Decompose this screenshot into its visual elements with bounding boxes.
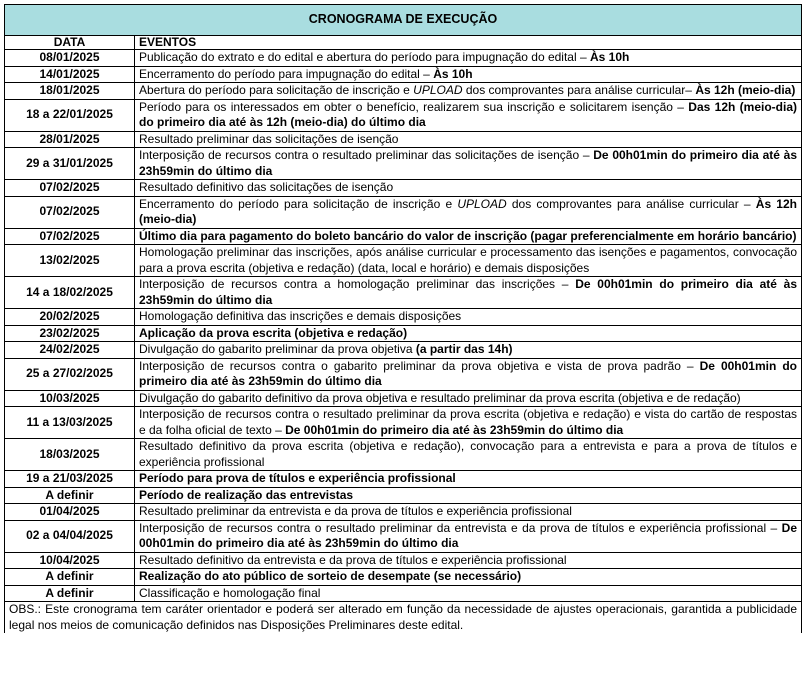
event-description: [135, 504, 802, 521]
event-date: 23/02/2025: [5, 325, 135, 342]
event-description: [135, 245, 802, 277]
event-text-part: De 00h01min do primeiro dia até às 23h59min do último dia: [139, 277, 797, 307]
table-row: [5, 245, 802, 277]
table-row: [5, 342, 802, 359]
event-date: 18 a 22/01/2025: [5, 99, 135, 131]
event-text-part: Homologação definitiva das inscrições e demais disposições: [139, 309, 462, 323]
event-date: A definir: [5, 487, 135, 504]
table-row: [5, 50, 802, 67]
event-description: [135, 180, 802, 197]
observation-note: OBS.: Este cronograma tem caráter orientador e poderá ser alterado em função da necessidade de ajustes operacionais, garantida a publicidade legal nos meios de comunicação definidos nas Disposições Preliminares deste edital.: [5, 602, 802, 634]
event-description: [135, 471, 802, 488]
event-text-part: dos comprovantes para análise curricular –: [506, 196, 756, 211]
event-date: 14 a 18/02/2025: [5, 277, 135, 309]
table-row: [5, 131, 802, 148]
event-text-part: Divulgação do gabarito preliminar da prova objetiva: [139, 342, 416, 356]
event-text-part: Resultado definitivo da prova escrita (objetiva e redação), convocação para a entrevista e para a prova de títulos e experiência profissional: [139, 439, 797, 469]
event-date: 11 a 13/03/2025: [5, 407, 135, 439]
event-description: [135, 552, 802, 569]
event-text-part: Abertura do período para solicitação de inscrição e: [139, 83, 414, 97]
event-description: [135, 407, 802, 439]
event-date: 13/02/2025: [5, 245, 135, 277]
column-header-date: DATA: [5, 36, 135, 50]
event-date: 10/03/2025: [5, 390, 135, 407]
event-text-part: Classificação e homologação final: [139, 585, 321, 600]
schedule-rows: [5, 50, 802, 602]
event-description: [135, 131, 802, 148]
event-description: [135, 309, 802, 326]
event-text-part: Resultado preliminar das solicitações de isenção: [139, 131, 399, 146]
event-text-part: Encerramento do período para solicitação de inscrição e: [139, 196, 458, 211]
event-description: [135, 585, 802, 602]
event-text-part: De 00h01min do primeiro dia até às 23h59min do último dia: [139, 148, 797, 178]
event-date: 08/01/2025: [5, 50, 135, 67]
event-description: [135, 99, 802, 131]
event-description: [135, 83, 802, 100]
event-text-part: De 00h01min do primeiro dia até às 23h59min do último dia: [139, 358, 797, 388]
schedule-document: [4, 4, 802, 633]
event-date: 18/03/2025: [5, 439, 135, 471]
event-description: [135, 342, 802, 359]
table-row: [5, 520, 802, 552]
table-row: [5, 180, 802, 197]
event-text-part: Período de realização das entrevistas: [139, 487, 354, 502]
table-row: [5, 504, 802, 521]
table-row: [5, 407, 802, 439]
event-date: A definir: [5, 569, 135, 586]
event-text-part: Homologação preliminar das inscrições, após análise curricular e processamento das isenções e pagamentos, convocação para a prova escrita (objetiva e redação) (data, local e horário) e demais disposições: [139, 245, 797, 275]
event-date: 07/02/2025: [5, 196, 135, 228]
event-date: 02 a 04/04/2025: [5, 520, 135, 552]
table-row: [5, 228, 802, 245]
event-description: [135, 277, 802, 309]
event-text-part: Às 10h: [589, 50, 630, 64]
event-text-part: Interposição de recursos contra o resultado preliminar da entrevista e da prova de títulos e experiência profissional –: [139, 520, 782, 535]
table-row: [5, 309, 802, 326]
event-date: 24/02/2025: [5, 342, 135, 359]
table-row: [5, 569, 802, 586]
event-text-part: Das 12h (meio-dia) do primeiro dia até às 12h (meio-dia) do último dia: [139, 99, 797, 129]
event-description: [135, 358, 802, 390]
event-text-part: Interposição de recursos contra o gabarito preliminar da prova objetiva e vista de prova padrão –: [139, 358, 700, 373]
event-text-part: dos comprovantes para análise curricular–: [462, 83, 696, 97]
event-text-part: Publicação do extrato e do edital e abertura do período para impugnação do edital –: [139, 50, 590, 64]
event-text-part: Realização do ato público de sorteio de desempate (se necessário): [139, 569, 522, 583]
event-text-part: Interposição de recursos contra a homologação preliminar das inscrições –: [139, 277, 576, 291]
event-date: 29 a 31/01/2025: [5, 148, 135, 180]
event-text-part: Interposição de recursos contra o resultado preliminar das solicitações de isenção –: [139, 148, 594, 162]
table-row: [5, 83, 802, 100]
table-row: [5, 471, 802, 488]
event-description: [135, 569, 802, 586]
event-date: 18/01/2025: [5, 83, 135, 100]
event-text-part: Período para os interessados em obter o benefício, realizarem sua inscrição e solicitarem isenção –: [139, 99, 689, 114]
event-description: [135, 228, 802, 245]
schedule-table: [4, 4, 802, 633]
table-row: [5, 99, 802, 131]
event-text-part: Período para prova de títulos e experiência profissional: [139, 471, 456, 485]
table-row: [5, 66, 802, 83]
event-text-part: Às 12h (meio-dia): [695, 83, 796, 97]
table-row: [5, 585, 802, 602]
event-text-part: Aplicação da prova escrita (objetiva e redação): [139, 325, 408, 340]
table-row: [5, 487, 802, 504]
event-text-part: (a partir das 14h): [415, 342, 513, 356]
event-date: 20/02/2025: [5, 309, 135, 326]
event-description: [135, 390, 802, 407]
event-text-part: De 00h01min do primeiro dia até às 23h59min do último dia: [285, 422, 624, 437]
table-row: [5, 390, 802, 407]
event-date: 14/01/2025: [5, 66, 135, 83]
event-description: [135, 50, 802, 67]
event-text-part: UPLOAD: [413, 83, 463, 97]
event-description: [135, 325, 802, 342]
table-row: [5, 439, 802, 471]
event-text-part: Resultado preliminar da entrevista e da prova de títulos e experiência profissional: [139, 504, 572, 518]
event-date: 25 a 27/02/2025: [5, 358, 135, 390]
column-header-events: EVENTOS: [135, 36, 802, 50]
event-text-part: Às 12h (meio-dia): [139, 196, 797, 226]
event-text-part: Resultado definitivo das solicitações de isenção: [139, 180, 394, 194]
table-row: [5, 358, 802, 390]
table-title: CRONOGRAMA DE EXECUÇÃO: [5, 5, 802, 36]
event-description: [135, 66, 802, 83]
table-row: [5, 196, 802, 228]
event-description: [135, 520, 802, 552]
event-description: [135, 439, 802, 471]
event-text-part: Último dia para pagamento do boleto bancário do valor de inscrição (pagar preferencialmente em horário bancário): [139, 228, 797, 243]
event-date: 28/01/2025: [5, 131, 135, 148]
event-text-part: Encerramento do período para impugnação do edital –: [139, 66, 434, 81]
event-date: 01/04/2025: [5, 504, 135, 521]
event-date: 07/02/2025: [5, 180, 135, 197]
table-row: [5, 148, 802, 180]
event-text-part: De 00h01min do primeiro dia até às 23h59min do último dia: [139, 520, 797, 550]
event-date: 07/02/2025: [5, 228, 135, 245]
event-description: [135, 148, 802, 180]
event-date: A definir: [5, 585, 135, 602]
event-date: 10/04/2025: [5, 552, 135, 569]
event-text-part: Às 10h: [433, 66, 473, 81]
event-text-part: UPLOAD: [457, 196, 507, 211]
event-description: [135, 196, 802, 228]
event-date: 19 a 21/03/2025: [5, 471, 135, 488]
table-row: [5, 325, 802, 342]
event-description: [135, 487, 802, 504]
table-row: [5, 277, 802, 309]
event-text-part: Resultado definitivo da entrevista e da prova de títulos e experiência profissional: [139, 552, 567, 567]
event-text-part: Interposição de recursos contra o resultado preliminar da prova escrita (objetiva e redação) e vista do cartão de respostas e da folha oficial de texto –: [139, 407, 797, 437]
event-text-part: Divulgação do gabarito definitivo da prova objetiva e resultado preliminar da prova escrita (objetiva e de redação): [139, 390, 741, 405]
table-row: [5, 552, 802, 569]
